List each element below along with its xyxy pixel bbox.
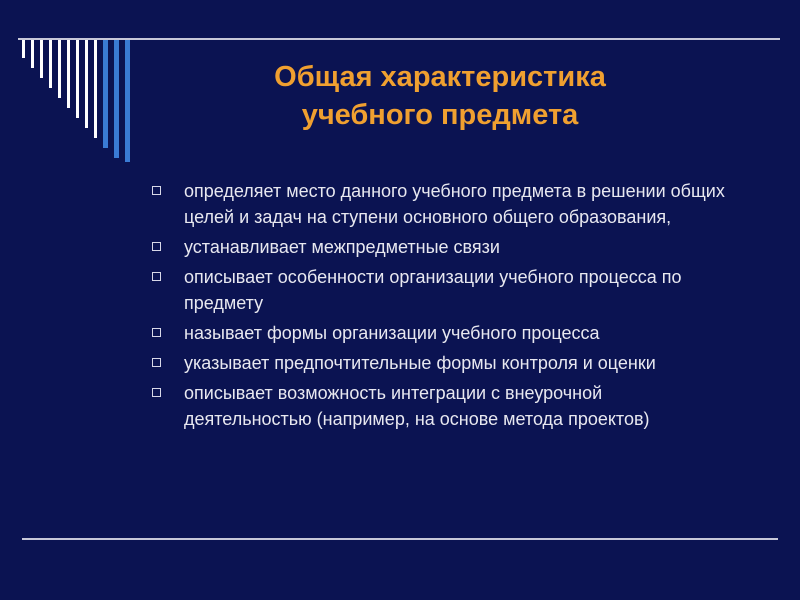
list-item-text: указывает предпочтительные формы контроля и оценки bbox=[184, 353, 656, 373]
top-divider bbox=[18, 38, 780, 40]
list-item bbox=[148, 350, 728, 376]
list-item bbox=[148, 178, 728, 230]
list-item-text: определяет место данного учебного предмета в решении общих целей и задач на ступени основного общего образования, bbox=[184, 181, 725, 227]
stripe bbox=[31, 40, 34, 68]
list-item bbox=[148, 380, 728, 432]
square-bullet-icon bbox=[152, 328, 161, 337]
stripe bbox=[67, 40, 70, 108]
bullet-list bbox=[148, 178, 728, 436]
stripe bbox=[94, 40, 97, 138]
list-item-text: описывает возможность интеграции с внеурочной деятельностью (например, на основе метода проектов) bbox=[184, 383, 650, 429]
list-item bbox=[148, 234, 728, 260]
slide-title-line-2: учебного предмета bbox=[301, 99, 579, 131]
square-bullet-icon bbox=[152, 388, 161, 397]
stripe bbox=[76, 40, 79, 118]
slide-title-line-1: Общая характеристика bbox=[274, 61, 606, 93]
stripe bbox=[49, 40, 52, 88]
list-item-text: называет формы организации учебного процесса bbox=[184, 323, 600, 343]
stripe bbox=[22, 40, 25, 58]
decorative-stripes bbox=[0, 0, 140, 170]
square-bullet-icon bbox=[152, 358, 161, 367]
list-item-text: устанавливает межпредметные связи bbox=[184, 237, 500, 257]
stripe bbox=[40, 40, 43, 78]
list-item bbox=[148, 320, 728, 346]
square-bullet-icon bbox=[152, 272, 161, 281]
square-bullet-icon bbox=[152, 186, 161, 195]
stripe bbox=[103, 40, 108, 148]
square-bullet-icon bbox=[152, 242, 161, 251]
stripe bbox=[58, 40, 61, 98]
stripe bbox=[114, 40, 119, 158]
bottom-divider bbox=[22, 538, 778, 540]
list-item bbox=[148, 264, 728, 316]
list-item-text: описывает особенности организации учебного процесса по предмету bbox=[184, 267, 682, 313]
stripe bbox=[125, 40, 130, 162]
stripe bbox=[85, 40, 88, 128]
slide-title bbox=[180, 58, 700, 134]
